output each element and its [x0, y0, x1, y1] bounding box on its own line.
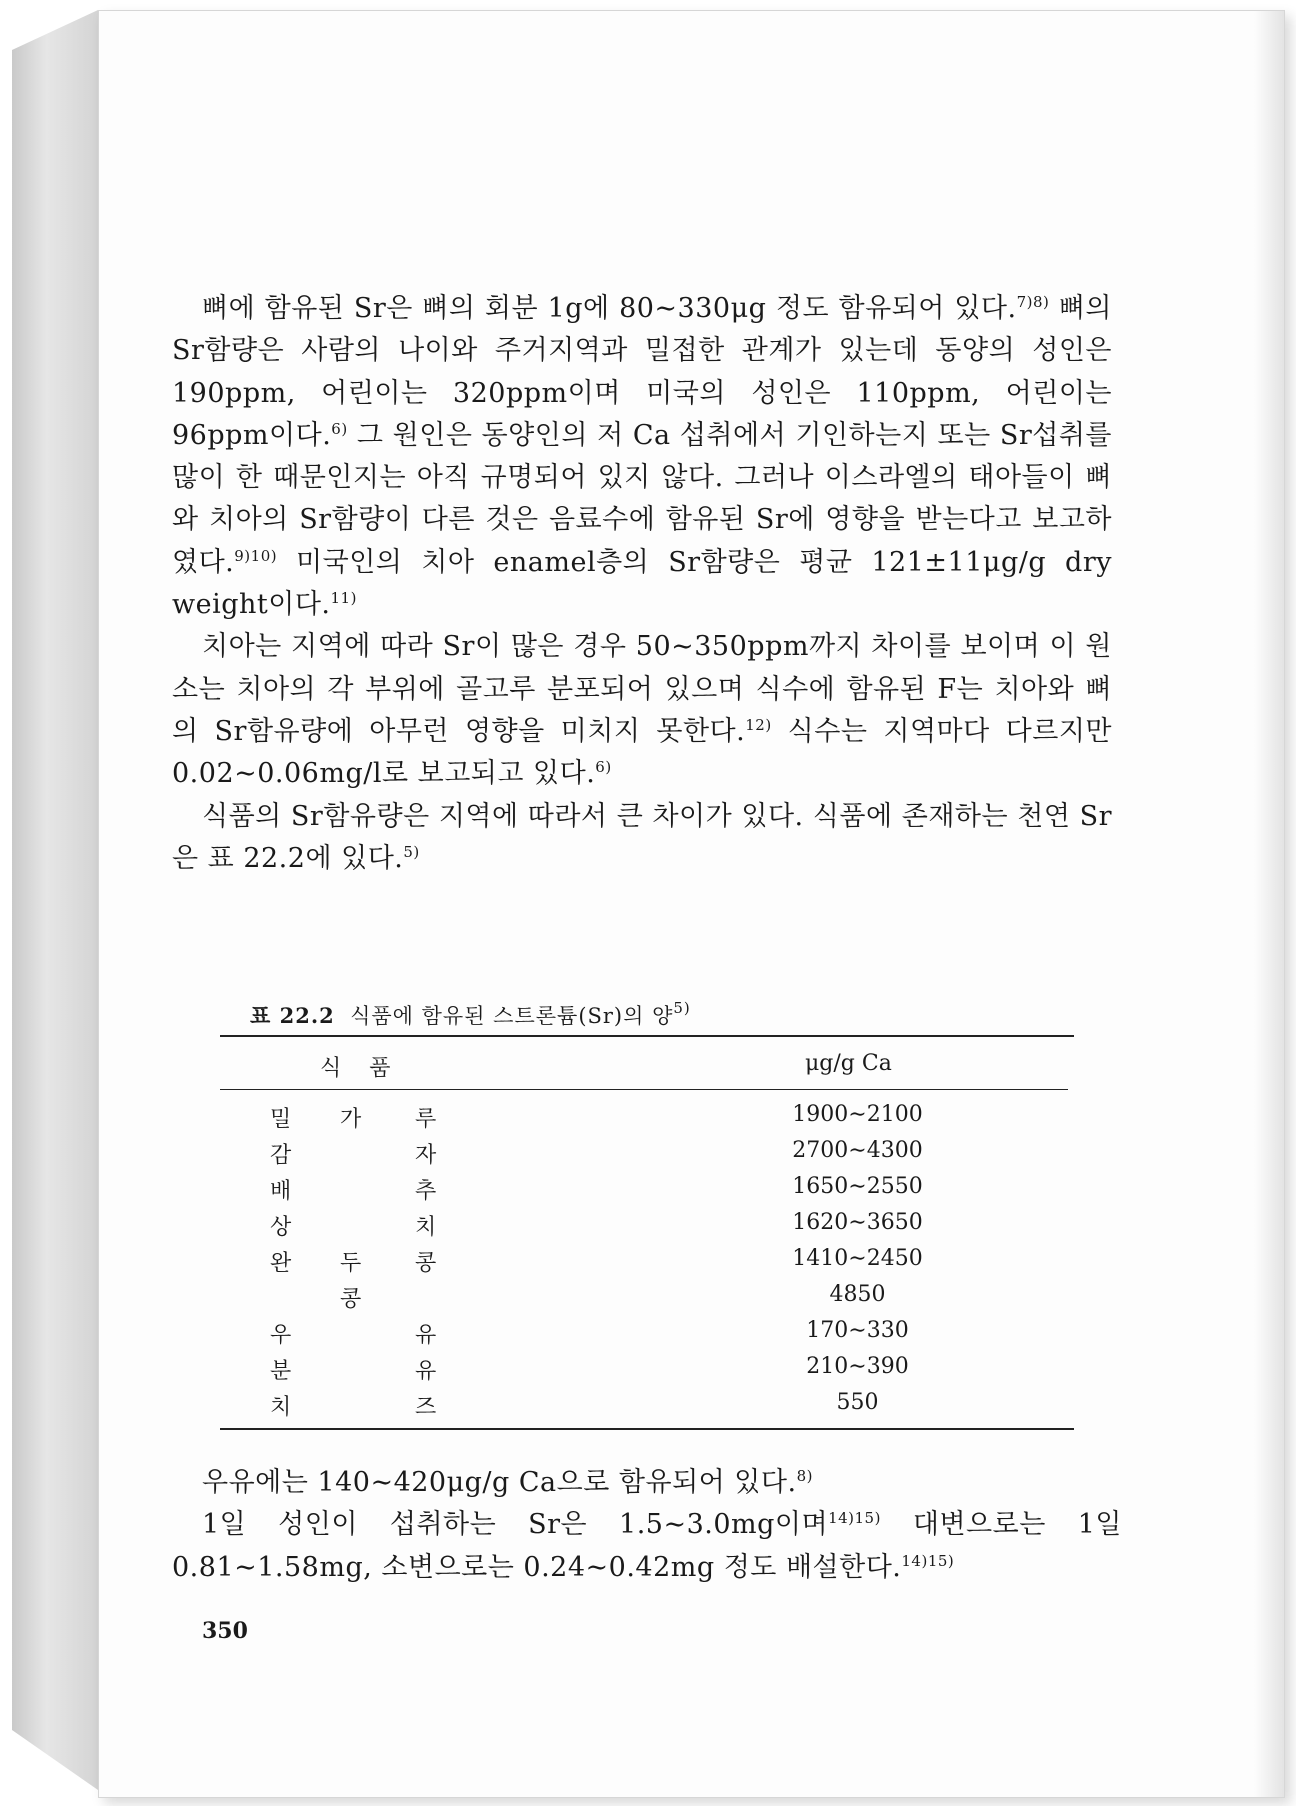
table-row — [220, 1278, 1074, 1314]
food-char: 콩 — [340, 1287, 362, 1312]
food-char: 자 — [415, 1143, 437, 1168]
table-row — [220, 1386, 1074, 1422]
text-run: 그 원인은 동양인의 저 Ca 섭취에서 기인하는지 또는 Sr섭취를 많이 한 때문인지는 아직 규명되어 있지 않다. 그러나 이스라엘의 태아들이 뼈와 치아의 Sr함량이 다른 것은 음료수에 함유된 Sr에 영향을 받는다고 보고하였다. — [172, 419, 1112, 578]
strontium-food-table — [220, 1035, 1074, 1430]
food-char: 배 — [270, 1179, 292, 1204]
text-run: 대변으로는 1일 0.81∼1.58mg, 소변으로는 0.24∼0.42mg 정도 배설한다. — [172, 1509, 1122, 1583]
citation: 9)10) — [234, 546, 278, 565]
food-char: 우 — [270, 1323, 292, 1348]
food-char: 유 — [415, 1323, 437, 1348]
amount-value: 170∼330 — [806, 1318, 909, 1343]
food-char: 상 — [270, 1215, 292, 1240]
table-row — [220, 1314, 1074, 1350]
body-text — [172, 288, 1112, 880]
paragraph-bone-strontium — [172, 288, 1112, 626]
food-char: 치 — [415, 1215, 437, 1240]
food-char: 즈 — [415, 1395, 437, 1420]
food-char: 완 — [270, 1251, 292, 1276]
citation: 6) — [595, 758, 612, 777]
page-edge-shade — [1254, 11, 1284, 1797]
table-row — [220, 1098, 1074, 1134]
table-caption-text: 식품에 함유된 스트론튬(Sr)의 양 — [350, 1004, 674, 1028]
text-run: 식수는 지역마다 다르지만 0.02∼0.06mg/l로 보고되고 있다. — [172, 715, 1112, 790]
food-char: 콩 — [415, 1251, 437, 1276]
citation: 8) — [796, 1467, 813, 1485]
food-char: 분 — [270, 1359, 292, 1384]
table-body — [220, 1090, 1074, 1428]
food-char: 밀 — [270, 1107, 292, 1132]
table-bottom-rule — [220, 1428, 1074, 1430]
citation: 11) — [330, 589, 357, 608]
citation: 7)8) — [1016, 293, 1050, 311]
amount-value: 1900∼2100 — [792, 1102, 923, 1127]
paragraph-food-strontium — [172, 796, 1112, 881]
text-run: 우유에는 140∼420μg/g Ca으로 함유되어 있다. — [202, 1467, 797, 1498]
text-run: 뼈에 함유된 Sr은 뼈의 회분 1g에 80∼330μg 정도 함유되어 있다. — [202, 293, 1017, 324]
food-char: 감 — [270, 1143, 292, 1168]
food-char: 치 — [270, 1395, 292, 1420]
food-char: 루 — [415, 1107, 437, 1132]
food-char: 유 — [415, 1359, 437, 1384]
amount-value: 550 — [836, 1390, 879, 1415]
amount-value: 1620∼3650 — [792, 1210, 923, 1235]
paragraph-milk — [172, 1462, 1122, 1504]
text-run: 1일 성인이 섭취하는 Sr은 1.5∼3.0mg이며 — [202, 1509, 829, 1541]
food-char: 추 — [415, 1179, 437, 1204]
table-row — [220, 1350, 1074, 1386]
amount-value: 210∼390 — [806, 1354, 909, 1379]
citation: 5) — [673, 999, 691, 1017]
table-row — [220, 1242, 1074, 1278]
food-char: 두 — [340, 1251, 362, 1276]
text-run: 치아는 지역에 따라 Sr이 많은 경우 50∼350ppm까지 차이를 보이며 이 원소는 치아의 각 부위에 골고루 분포되어 있으며 식수에 함유된 F는 치아와 뼈의 Sr함유량에 아무런 영향을 미치지 못한다. — [172, 631, 1112, 747]
page-number: 350 — [202, 1618, 248, 1644]
header-food: 식품 — [320, 1056, 419, 1081]
table-row — [220, 1206, 1074, 1242]
table-caption-label: 표 22.2 — [250, 1003, 335, 1028]
table-row — [220, 1170, 1074, 1206]
text-run: 뼈의 Sr함량은 사람의 나이와 주거지역과 밀접한 관계가 있는데 동양의 성인은 190ppm, 어린이는 320ppm이며 미국의 성인은 110ppm, 어린이는 96ppm이다. — [172, 293, 1113, 451]
food-char: 가 — [340, 1107, 362, 1132]
citation: 14)15) — [828, 1509, 881, 1528]
amount-value: 1650∼2550 — [792, 1174, 923, 1199]
amount-value: 1410∼2450 — [792, 1246, 923, 1271]
citation: 5) — [403, 842, 420, 861]
citation: 6) — [331, 419, 348, 438]
book-spine-edge — [12, 10, 98, 1790]
citation: 12) — [745, 715, 772, 734]
amount-value: 4850 — [829, 1282, 886, 1307]
paragraph-teeth-strontium — [172, 626, 1112, 795]
table-header — [220, 1037, 1074, 1089]
paragraph-daily-intake — [172, 1504, 1122, 1589]
table-row — [220, 1134, 1074, 1170]
header-amount: μg/g Ca — [805, 1051, 892, 1076]
citation: 14)15) — [901, 1551, 955, 1570]
body-text-after-table — [172, 1462, 1122, 1589]
text-run: 미국인의 치아 enamel층의 Sr함량은 평균 121±11μg/g dry weight이다. — [172, 546, 1112, 621]
amount-value: 2700∼4300 — [792, 1138, 923, 1163]
table-caption — [250, 1000, 691, 1030]
text-run: 식품의 Sr함유량은 지역에 따라서 큰 차이가 있다. 식품에 존재하는 천연 Sr은 표 22.2에 있다. — [172, 800, 1112, 874]
